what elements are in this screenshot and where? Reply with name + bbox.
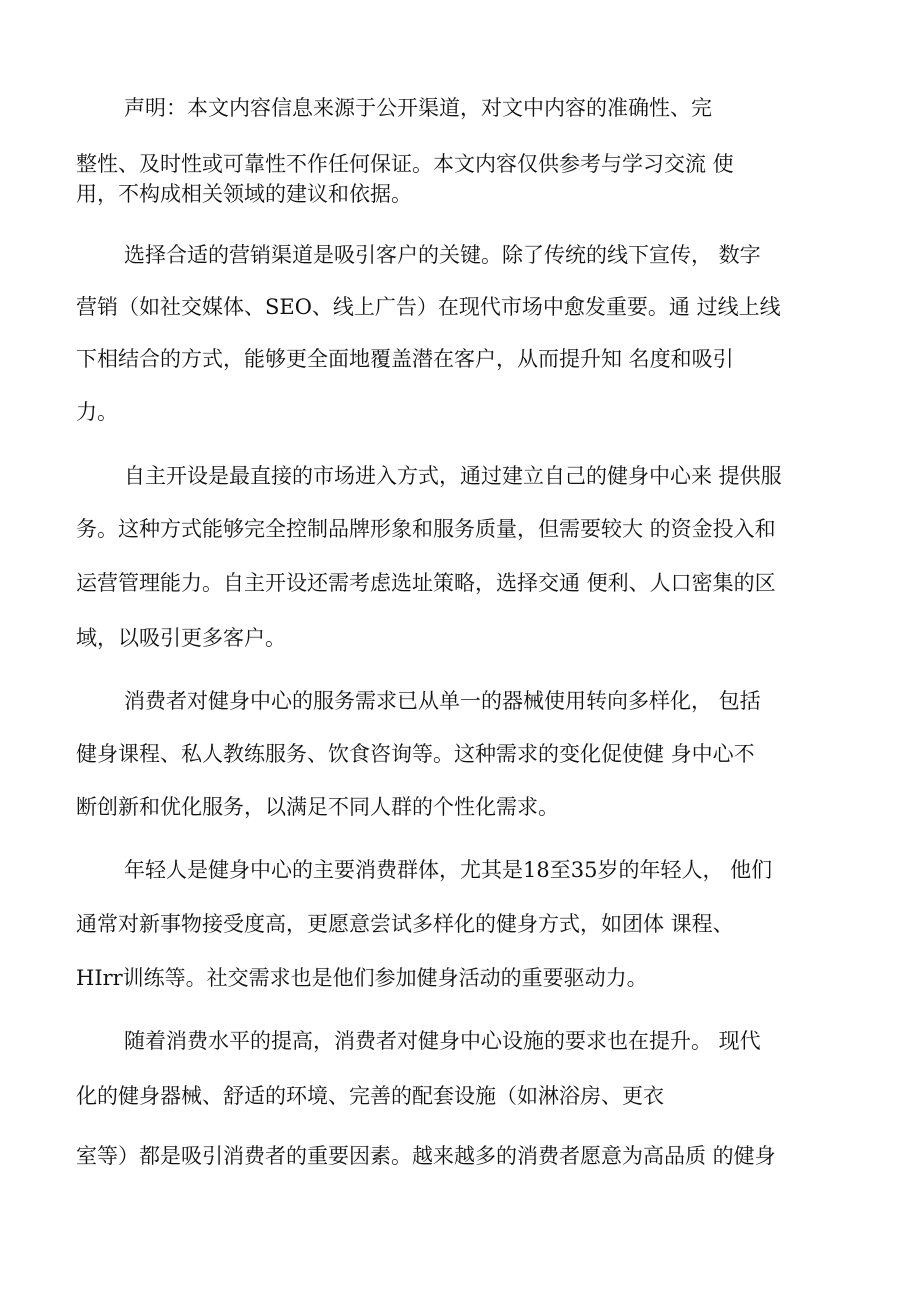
paragraph-line: 断创新和优化服务，以满足不同人群的个性化需求。: [76, 795, 559, 819]
paragraph-line: 域，以吸引更多客户。: [76, 626, 286, 650]
paragraph-line: 室等）都是吸引消费者的重要因素。越来越多的消费者愿意为高品质 的健身: [76, 1144, 776, 1168]
paragraph-line: 年轻人是健身中心的主要消费群体，尤其是18至35岁的年轻人， 他们: [124, 858, 773, 882]
paragraph-line: 营销（如社交媒体、SEO、线上广告）在现代市场中愈发重要。通 过线上线: [76, 295, 781, 319]
paragraph-line: 化的健身器械、舒适的环境、完善的配套设施（如淋浴房、更衣: [76, 1084, 664, 1108]
paragraph-line: 力。: [76, 400, 118, 424]
paragraph-line: 通常对新事物接受度高，更愿意尝试多样化的健身方式，如团体 课程、: [76, 912, 734, 936]
paragraph-line: 选择合适的营销渠道是吸引客户的关键。除了传统的线下宣传， 数字: [124, 243, 761, 267]
paragraph-line: 下相结合的方式，能够更全面地覆盖潜在客户，从而提升知 名度和吸引: [76, 347, 734, 371]
paragraph-line: 自主开设是最直接的市场进入方式，通过建立自己的健身中心来 提供服: [124, 464, 782, 488]
disclaimer-line-3: 用，不构成相关领域的建议和依据。: [76, 182, 412, 206]
paragraph-line: 运营管理能力。自主开设还需考虑选址策略，选择交通 便利、人口密集的区: [76, 571, 776, 595]
paragraph-line: HIrr训练等。社交需求也是他们参加健身活动的重要驱动力。: [76, 966, 648, 990]
disclaimer-line-2: 整性、及时性或可靠性不作任何保证。本文内容仅供参考与学习交流 使: [76, 152, 734, 176]
paragraph-line: 消费者对健身中心的服务需求已从单一的器械使用转向多样化， 包括: [124, 689, 761, 713]
paragraph-line: 健身课程、私人教练服务、饮食咨询等。这种需求的变化促使健 身中心不: [76, 742, 755, 766]
disclaimer-line-1: 声明：本文内容信息来源于公开渠道，对文中内容的准确性、完: [124, 96, 712, 120]
paragraph-line: 务。这种方式能够完全控制品牌形象和服务质量，但需要较大 的资金投入和: [76, 517, 776, 541]
paragraph-line: 随着消费水平的提高，消费者对健身中心设施的要求也在提升。 现代: [124, 1029, 761, 1053]
